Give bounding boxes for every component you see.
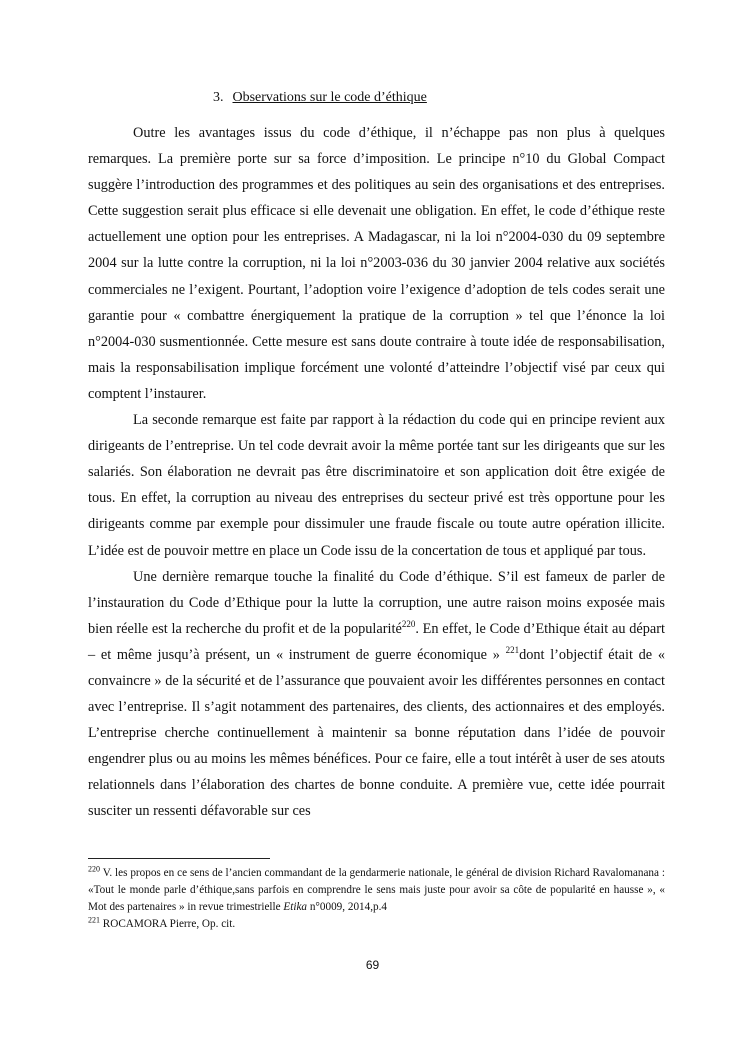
footnote-220 <box>88 865 665 916</box>
footnote-text: ROCAMORA Pierre, Op. cit. <box>100 918 236 930</box>
paragraph-1: Outre les avantages issus du code d’éthique, il n’échappe pas non plus à quelques remarques. La première porte sur sa force d’imposition. Le principe n°10 du Global Compact suggère l’introduction des programmes et des politiques au sein des organisations et des entreprises. Cette suggestion serait plus efficace si elle devenait une obligation. En effet, le code d’éthique reste actuellement une option pour les entreprises. A Madagascar, ni la loi n°2004-030 du 09 septembre 2004 sur la lutte contre la corruption, ni la loi n°2003-036 du 30 janvier 2004 relative aux sociétés commerciales ne l’exigent. Pourtant, l’adoption voire l’exigence d’adoption de tels codes serait une garantie pour « combattre énergiquement la pratique de la corruption » tel que l’énonce la loi n°2004-030 susmentionnée. Cette mesure est sans doute contraire à toute idée de responsabilisation, mais la responsabilisation implique forcément une volonté d’atteindre l’objectif visé par ceux qui comptent l’instaurer. <box>88 125 665 402</box>
section-title: Observations sur le code d’éthique <box>232 90 427 105</box>
footnote-221 <box>88 916 665 933</box>
page-number: 69 <box>365 958 380 972</box>
paragraph-3 <box>88 564 665 825</box>
footnote-ref-221: 221 <box>505 645 520 656</box>
footnote-italic-title: Etika <box>283 901 308 913</box>
paragraph-2: La seconde remarque est faite par rapport à la rédaction du code qui en principe revient aux dirigeants de l’entreprise. Un tel code devrait avoir la même portée tant sur les dirigeants que sur les salariés. Son élaboration ne devrait pas être discriminatoire et son application doit être exigée de tous. En effet, la corruption au niveau des entreprises du secteur privé est très opportune pour les dirigeants comme par exemple pour dissimuler une fraude fiscale ou toute autre opération illicite. L’idée est de pouvoir mettre en place un Code issu de la concertation de tous et appliqué par tous. <box>88 412 665 559</box>
paragraph-3-part-3: dont l’objectif était de « convaincre » de la sécurité et de l’assurance que pouvaient avoir les différentes personnes en contact avec l’entreprise. Il s’agit notamment des partenaires, des clients, des actionnaires et des employés. L’entreprise cherche continuellement à maintenir sa bonne réputation dans l’idée de pouvoir engendrer plus ou au moins les mêmes bénéfices. Pour ce faire, elle a tout intérêt à user de ses atouts relationnels dans l’élaboration des chartes de bonne conduite. A première vue, cette idée pourrait susciter un ressenti défavorable sur ces <box>88 646 665 820</box>
footnote-text-end: n°0009, 2014,p.4 <box>307 901 388 913</box>
body-text <box>88 120 665 825</box>
footnotes <box>88 865 665 933</box>
footnote-number: 221 <box>88 915 100 925</box>
footnote-number: 220 <box>88 864 100 874</box>
footnote-separator <box>88 858 270 859</box>
footnote-ref-220: 220 <box>401 619 416 630</box>
paragraph-3-part-2: . En effet, le Code d’Ethique était au départ – et même jusqu’à présent, un « instrument de guerre économique » <box>88 620 666 663</box>
section-number: 3. <box>213 90 224 105</box>
footnote-text: V. les propos en ce sens de l’ancien commandant de la gendarmerie nationale, le général de division Richard Ravalomanana : «Tout le monde parle d’éthique,sans parfois en comprendre le sens mais juste pour avoir sa côte de popularité en hausse », « Mot des partenaires » in revue trimestrielle <box>88 867 665 913</box>
paragraph-3-part-1: Une dernière remarque touche la finalité du Code d’éthique. S’il est fameux de parler de l’instauration du Code d’Ethique pour la lutte la corruption, une autre raison moins exposée mais bien réelle est la recherche du profit et de la popularité <box>88 568 665 637</box>
section-heading <box>213 89 427 107</box>
